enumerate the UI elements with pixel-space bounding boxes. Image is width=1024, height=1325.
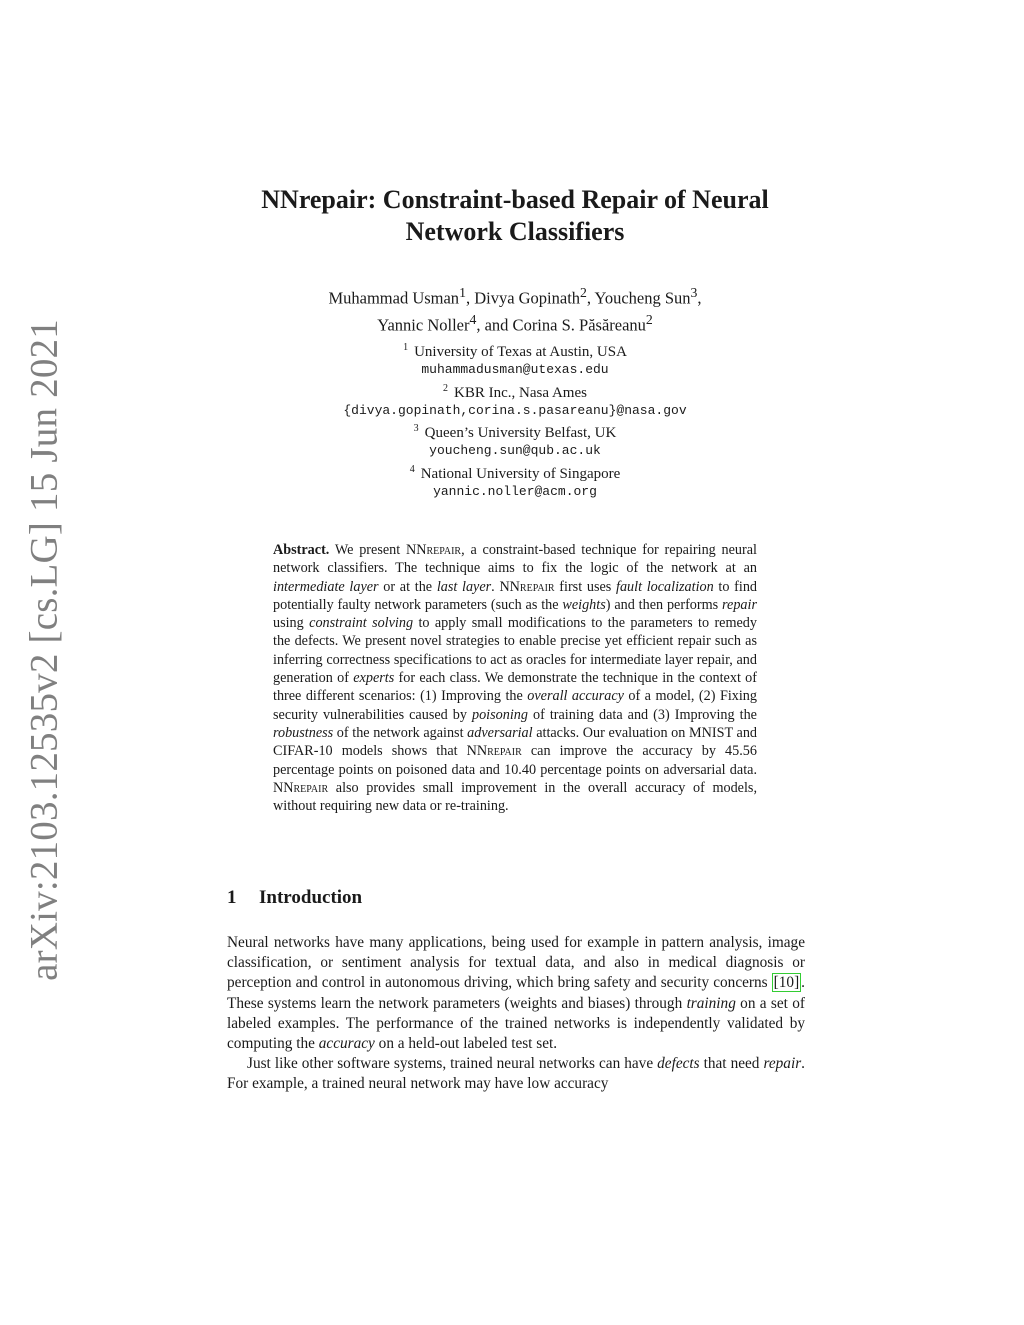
emphasis: fault localization (616, 578, 714, 595)
emphasis: constraint solving (309, 615, 414, 632)
emphasis: repair (763, 1055, 802, 1073)
section-number: 1 (227, 887, 237, 908)
affiliation-name (200, 461, 830, 483)
text-run: using (273, 615, 310, 632)
author-sep: , (697, 288, 702, 308)
author-affil-mark: 2 (580, 285, 587, 300)
affiliation-mark: 3 (413, 423, 419, 435)
affiliation-text: National University of Singapore (420, 465, 621, 482)
affiliation-text: Queen’s University Belfast, UK (424, 425, 617, 442)
emphasis: poisoning (471, 706, 528, 723)
affiliation-email: youcheng.sun@qub.ac.uk (429, 443, 601, 459)
affiliation-email: {divya.gopinath,corina.s.pasareanu}@nasa.gov (343, 402, 687, 418)
emphasis: training (686, 994, 736, 1012)
text-run: to find potentially faulty network parameters (such as the (273, 578, 758, 613)
text-run: Just like other software systems, trained neural networks can have (247, 1055, 658, 1073)
text-run: ) and then performs (605, 596, 723, 613)
author-name: , and Corina S. Păsăreanu (476, 315, 646, 334)
abstract-label: Abstract. (273, 542, 330, 558)
text-run: . These systems learn the network parameters (weights and biases) through (227, 974, 805, 1012)
affiliation-name (200, 339, 830, 361)
affiliation-mark: 1 (403, 342, 409, 353)
arxiv-side-stamp (22, 319, 66, 981)
paragraph (227, 933, 805, 1054)
affiliation-name (200, 380, 830, 402)
text-run: on a held-out labeled test set. (374, 1035, 558, 1053)
text-run: of a model, (2) Fixing security vulnerabilities caused by (273, 688, 757, 723)
text-run: to apply small modifications to the parameters to remedy the defects. We present novel strategies to enable precise yet efficient repair such as inferring correctness specifications to act as oracles for intermediate layer repair, and generation of (273, 615, 757, 687)
emphasis: weights (562, 596, 606, 613)
affiliation-text: KBR Inc., Nasa Ames (454, 384, 587, 401)
affiliation-text: University of Texas at Austin, USA (414, 344, 627, 360)
text-run: . (491, 578, 500, 595)
text-run: of training data and (3) Improving the (527, 706, 757, 723)
emphasis: last layer (436, 578, 492, 595)
affiliation-mark: 4 (409, 463, 415, 475)
text-run: first uses (554, 578, 616, 595)
author-affil-mark: 3 (690, 285, 698, 300)
abstract-body (273, 542, 757, 814)
text-run: , a constraint-based technique for repairing neural network classifiers. The technique aims to fix the logic of the network at an (273, 542, 757, 577)
text-run: on a set of labeled examples. The performance of the trained networks is independently validated by computing the (227, 994, 805, 1053)
paragraph (227, 1054, 805, 1094)
emphasis: robustness (273, 724, 334, 741)
emphasis: accuracy (318, 1035, 375, 1053)
author-name: Yannic Noller (377, 315, 470, 334)
text-run: can improve the accuracy by 45.56 percentage points on poisoned data and 10.40 percentage points on adversarial data. (273, 743, 757, 778)
emphasis: adversarial (467, 724, 533, 741)
author-affil-mark: 2 (645, 311, 653, 327)
tool-name: NNrepair (499, 578, 555, 595)
section-title: Introduction (259, 887, 363, 908)
title-line-1: NNrepair: Constraint-based Repair of Neural (261, 185, 769, 214)
tool-name: NNrepair (273, 779, 329, 796)
abstract (273, 541, 757, 815)
text-run: . For example, a trained neural network may have low accuracy (227, 1055, 805, 1093)
title-line-2: Network Classifiers (405, 217, 625, 246)
author-affil-mark: 1 (459, 285, 466, 300)
author-name: Muhammad Usman (328, 288, 460, 308)
tool-name: NNrepair (405, 542, 462, 558)
authors-line-1 (200, 282, 830, 309)
section-heading (227, 887, 627, 909)
intro-body (227, 933, 805, 1095)
author-name: , Youcheng Sun (586, 288, 691, 308)
affiliation-mark: 2 (443, 382, 449, 394)
tool-name: NNrepair (466, 743, 522, 760)
arxiv-identifier: arXiv:2103.12535v2 [cs.LG] 15 Jun 2021 (22, 319, 66, 981)
text-run: We present (329, 542, 406, 558)
text-run: for each class. We demonstrate the technique in the context of three different scenarios: (1) Improving the (273, 670, 757, 705)
emphasis: experts (353, 670, 395, 687)
text-run: attacks. Our evaluation on MNIST and CIFAR-10 models shows that (273, 724, 758, 760)
text-run: Neural networks have many applications, being used for example in pattern analysis, image classification, or sentiment analysis for textual data, and also in medical diagnosis or perception and control in autonomous driving, which bring safety and security concerns (227, 934, 805, 992)
affiliations (200, 339, 830, 501)
emphasis: defects (657, 1055, 700, 1073)
author-list (200, 282, 830, 335)
affiliation-name (200, 420, 830, 442)
text-run: that need (699, 1055, 764, 1073)
text-run: also provides small improvement in the overall accuracy of models, without requiring new data or re-training. (273, 779, 757, 815)
author-name: , Divya Gopinath (465, 288, 581, 308)
text-run: of the network against (333, 724, 468, 741)
paper-title (200, 184, 830, 248)
authors-line-2 (200, 309, 830, 336)
emphasis: repair (722, 596, 757, 613)
affiliation-email: yannic.noller@acm.org (433, 484, 597, 500)
emphasis: overall accuracy (527, 688, 624, 705)
citation-link[interactable]: [10] (773, 974, 800, 992)
affiliation-email: muhammadusman@utexas.edu (421, 362, 609, 378)
emphasis: intermediate layer (273, 578, 379, 595)
author-affil-mark: 4 (469, 311, 477, 327)
text-run: or at the (378, 578, 437, 595)
